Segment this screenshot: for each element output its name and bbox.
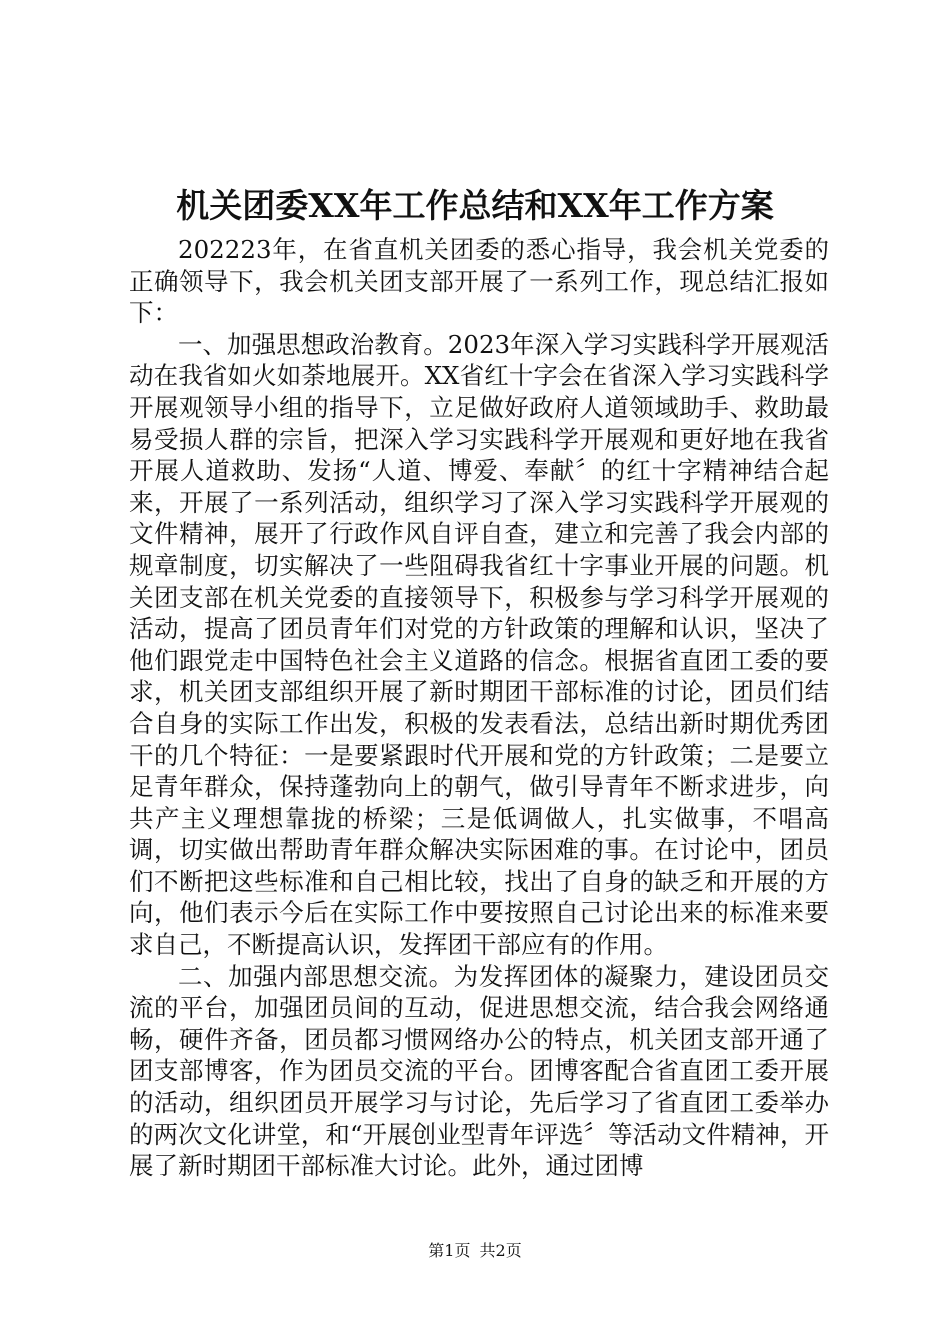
paragraph-section-1: 一、加强思想政治教育。2023年深入学习实践科学开展观活动在我省如火如荼地展开。XX省红十字会在省深入学习实践科学开展观领导小组的指导下，立足做好政府人道领域助手、救助最易受损人群的宗旨，把深入学习实践科学开展观和更好地在我省开展人道救助、发扬“人道、博爱、奉献〞的红十字精神结合起来，开展了一系列活动，组织学习了深入学习实践科学开展观的文件精神，展开了行政作风自评自查，建立和完善了我会内部的规章制度，切实解决了一些阻碍我省红十字事业开展的问题。机关团支部在机关党委的直接领导下，积极参与学习科学开展观的活动，提高了团员青年们对党的方针政策的理解和认识，坚决了他们跟党走中国特色社会主义道路的信念。根据省直团工委的要求，机关团支部组织开展了新时期团干部标准的讨论，团员们结合自身的实际工作出发，积极的发表看法，总结出新时期优秀团干的几个特征：一是要紧跟时代开展和党的方针政策；二是要立足青年群众，保持蓬勃向上的朝气，做引导青年不断求进步，向共产主义理想靠拢的桥梁；三是低调做人，扎实做事，不唱高调，切实做出帮助青年群众解决实际困难的事。在讨论中，团员们不断把这些标准和自己相比较，找出了自身的缺乏和开展的方向，他们表示今后在实际工作中要按照自己讨论出来的标准来要求自己，不断提高认识，发挥团干部应有的作用。 <box>129 329 829 960</box>
page-total: 共2页 <box>479 1241 522 1260</box>
page-number: 第1页 <box>428 1241 471 1260</box>
paragraph-intro: 202223年，在省直机关团委的悉心指导，我会机关党委的正确领导下，我会机关团支部开展了一系列工作，现总结汇报如下： <box>129 235 829 328</box>
page-footer <box>0 1240 950 1262</box>
paragraph-section-2: 二、加强内部思想交流。为发挥团体的凝聚力，建设团员交流的平台，加强团员间的互动，促进思想交流，结合我会网络通畅，硬件齐备，团员都习惯网络办公的特点，机关团支部开通了团支部博客，作为团员交流的平台。团博客配合省直团工委开展的活动，组织团员开展学习与讨论，先后学习了省直团工委举办的两次文化讲堂，和“开展创业型青年评选〞等活动文件精神，开展了新时期团干部标准大讨论。此外，通过团博 <box>129 961 829 1181</box>
document-title: 机关团委XX年工作总结和XX年工作方案 <box>176 186 774 225</box>
document-body <box>129 234 829 1182</box>
